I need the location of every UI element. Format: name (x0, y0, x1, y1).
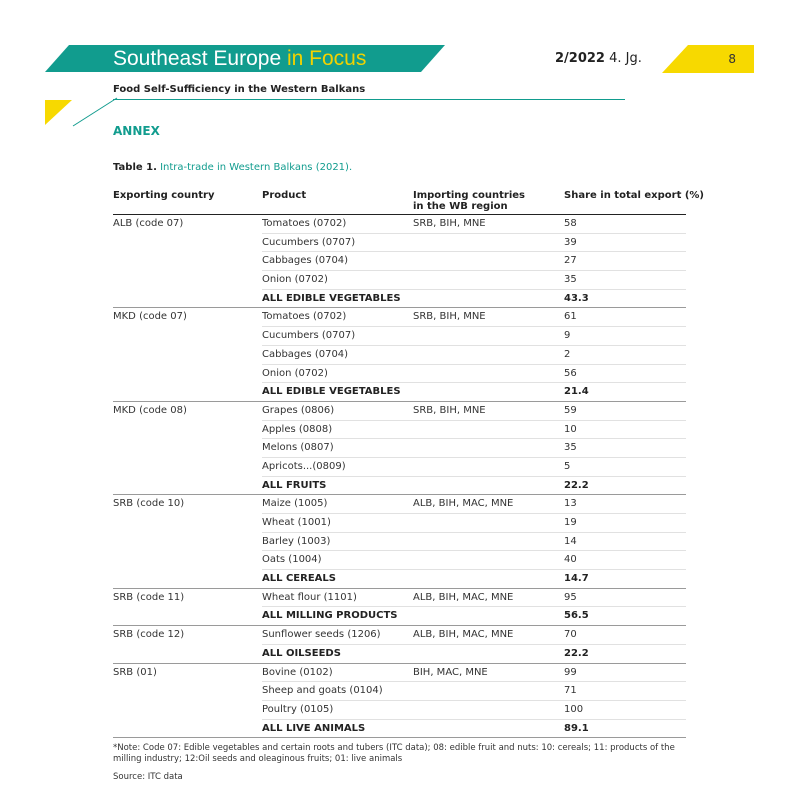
cell-importers: SRB, BIH, MNE (413, 404, 486, 416)
table-total-row (113, 477, 686, 496)
col-header-importers-line2: in the WB region (413, 201, 508, 212)
cell-importers (413, 477, 564, 495)
cell-product: Cabbages (0704) (262, 255, 349, 267)
cell-importers: ALB, BIH, MAC, MNE (413, 629, 514, 641)
col-header-importers-line1: Importing countries (413, 190, 525, 201)
table-row (113, 551, 686, 570)
table-total-row (113, 720, 686, 739)
cell-exporter (113, 421, 262, 440)
table-row (113, 402, 686, 421)
cell-exporter (113, 346, 262, 365)
table-row (113, 215, 686, 234)
cell-exporter (113, 383, 262, 401)
cell-importers (413, 252, 564, 270)
table-total-row (113, 645, 686, 664)
cell-share: 35 (564, 274, 577, 286)
cell-product: Poultry (0105) (262, 703, 334, 715)
cell-importers (413, 645, 564, 663)
cell-share: 14.7 (564, 573, 589, 585)
cell-product: ALL OILSEEDS (262, 647, 341, 659)
cell-exporter (113, 607, 262, 625)
cell-exporter: SRB (code 10) (113, 495, 262, 514)
table-row (113, 365, 686, 384)
cell-importers (413, 439, 564, 457)
cell-exporter (113, 570, 262, 588)
cell-product: Apples (0808) (262, 423, 333, 435)
cell-exporter (113, 701, 262, 720)
cell-share: 39 (564, 236, 577, 248)
col-header-importers (413, 190, 564, 214)
cell-product: Apricots...(0809) (262, 460, 346, 472)
cell-share: 19 (564, 517, 577, 528)
cell-share: 21.4 (564, 386, 589, 398)
cell-product: Onion (0702) (262, 367, 328, 379)
cell-product: ALL EDIBLE VEGETABLES (262, 292, 401, 304)
section-title: ANNEX (113, 124, 160, 138)
col-header-exporter: Exporting country (113, 190, 215, 201)
cell-product: ALL MILLING PRODUCTS (262, 610, 398, 622)
table-number: Table 1. (113, 162, 157, 173)
cell-importers (413, 346, 564, 364)
cell-product: Melons (0807) (262, 442, 334, 454)
cell-exporter: MKD (code 07) (113, 308, 262, 327)
cell-exporter: MKD (code 08) (113, 402, 262, 421)
table-row (113, 682, 686, 701)
table-row (113, 327, 686, 346)
issue-number: 2/2022 (555, 51, 605, 66)
table-title: Intra-trade in Western Balkans (2021). (160, 162, 353, 173)
col-header-product: Product (262, 190, 307, 201)
cell-product: Maize (1005) (262, 498, 328, 510)
cell-share: 35 (564, 442, 577, 454)
cell-share: 13 (564, 498, 577, 510)
cell-product: Grapes (0806) (262, 404, 335, 416)
cell-importers (413, 701, 564, 719)
cell-exporter (113, 477, 262, 495)
cell-product: Sunflower seeds (1206) (262, 629, 381, 641)
cell-product: Tomatoes (0702) (262, 218, 347, 229)
table-body (113, 215, 686, 738)
col-header-share: Share in total export (%) (564, 190, 704, 201)
cell-exporter (113, 271, 262, 290)
table-row (113, 701, 686, 720)
table-row (113, 495, 686, 514)
cell-share: 89.1 (564, 722, 589, 734)
table-row (113, 458, 686, 477)
cell-share: 59 (564, 404, 577, 416)
cell-exporter (113, 439, 262, 458)
intra-trade-table (113, 190, 704, 738)
cell-share: 71 (564, 685, 577, 697)
cell-exporter: SRB (code 11) (113, 589, 262, 608)
table-row (113, 626, 686, 645)
cell-product: Oats (1004) (262, 554, 322, 566)
cell-exporter (113, 682, 262, 701)
cell-importers (413, 327, 564, 345)
table-row (113, 252, 686, 271)
cell-exporter: ALB (code 07) (113, 215, 262, 234)
cell-exporter (113, 533, 262, 552)
cell-share: 40 (564, 554, 577, 566)
table-row (113, 589, 686, 608)
cell-importers (413, 570, 564, 588)
cell-product: Wheat flour (1101) (262, 591, 357, 603)
table-row (113, 421, 686, 440)
cell-importers (413, 607, 564, 625)
cell-importers: SRB, BIH, MNE (413, 218, 486, 229)
publication-title-accent: in Focus (286, 47, 367, 70)
cell-importers: SRB, BIH, MNE (413, 311, 486, 323)
table-caption (113, 162, 352, 173)
article-subtitle: Food Self-Sufficiency in the Western Balkans (113, 84, 366, 95)
cell-share: 10 (564, 423, 577, 435)
cell-importers (413, 551, 564, 569)
cell-importers (413, 290, 564, 308)
table-row (113, 514, 686, 533)
table-row (113, 346, 686, 365)
cell-product: ALL CEREALS (262, 573, 336, 585)
cell-importers: BIH, MAC, MNE (413, 666, 488, 678)
table-total-row (113, 290, 686, 309)
table-header-row (113, 190, 704, 215)
cell-share: 70 (564, 629, 577, 641)
page-number: 8 (728, 52, 736, 66)
cell-importers (413, 533, 564, 551)
cell-product: Wheat (1001) (262, 517, 331, 528)
cell-product: Cabbages (0704) (262, 348, 349, 360)
cell-exporter (113, 252, 262, 271)
cell-product: Sheep and goats (0104) (262, 685, 383, 697)
cell-exporter (113, 458, 262, 477)
cell-exporter (113, 551, 262, 570)
cell-product: Tomatoes (0702) (262, 311, 347, 323)
cell-share: 14 (564, 535, 577, 547)
cell-importers: ALB, BIH, MAC, MNE (413, 591, 514, 603)
table-row (113, 664, 686, 683)
corner-diagonal-decoration (73, 98, 117, 126)
cell-share: 22.2 (564, 479, 589, 491)
cell-product: Cucumbers (0707) (262, 236, 356, 248)
cell-product: ALL FRUITS (262, 479, 327, 491)
cell-exporter (113, 514, 262, 533)
cell-share: 22.2 (564, 647, 589, 659)
cell-product: ALL LIVE ANIMALS (262, 722, 366, 734)
publication-title (113, 46, 366, 72)
table-row (113, 308, 686, 327)
cell-exporter (113, 720, 262, 738)
table-total-row (113, 570, 686, 589)
cell-share: 2 (564, 348, 571, 360)
table-row (113, 533, 686, 552)
cell-importers (413, 720, 564, 738)
table-footnote: *Note: Code 07: Edible vegetables and certain roots and tubers (ITC data); 08: edible fruit and nuts: 10: cereals; 11: products of the milling industry; 12:Oil seeds and oleaginous fruits; 01: live animals (113, 743, 675, 764)
publication-title-main: Southeast Europe (113, 47, 287, 70)
cell-product: Cucumbers (0707) (262, 330, 356, 342)
cell-importers (413, 682, 564, 700)
cell-exporter (113, 365, 262, 384)
cell-importers (413, 458, 564, 476)
cell-share: 56 (564, 367, 577, 379)
cell-importers: ALB, BIH, MAC, MNE (413, 498, 514, 510)
cell-importers (413, 234, 564, 252)
cell-exporter (113, 645, 262, 663)
issue-volume: 4. Jg. (609, 51, 642, 66)
cell-product: Barley (1003) (262, 535, 331, 547)
cell-share: 9 (564, 330, 571, 342)
table-row (113, 234, 686, 253)
issue-info (555, 51, 642, 66)
corner-triangle-decoration (45, 100, 72, 125)
cell-product: Onion (0702) (262, 274, 328, 286)
cell-share: 58 (564, 218, 577, 229)
cell-exporter: SRB (code 12) (113, 626, 262, 645)
cell-share: 27 (564, 255, 577, 267)
cell-exporter: SRB (01) (113, 664, 262, 683)
cell-exporter (113, 290, 262, 308)
table-total-row (113, 383, 686, 402)
cell-importers (413, 514, 564, 532)
header-rule (113, 99, 625, 100)
table-total-row (113, 607, 686, 626)
cell-share: 99 (564, 666, 577, 678)
table-row (113, 271, 686, 290)
cell-share: 43.3 (564, 292, 589, 304)
cell-importers (413, 365, 564, 383)
cell-share: 100 (564, 703, 584, 715)
cell-product: ALL EDIBLE VEGETABLES (262, 386, 401, 398)
cell-importers (413, 383, 564, 401)
cell-share: 95 (564, 591, 577, 603)
cell-exporter (113, 234, 262, 253)
table-row (113, 439, 686, 458)
cell-importers (413, 271, 564, 289)
cell-share: 61 (564, 311, 577, 323)
cell-importers (413, 421, 564, 439)
cell-exporter (113, 327, 262, 346)
cell-product: Bovine (0102) (262, 666, 333, 678)
cell-share: 56.5 (564, 610, 589, 622)
cell-share: 5 (564, 460, 571, 472)
table-source: Source: ITC data (113, 772, 183, 782)
